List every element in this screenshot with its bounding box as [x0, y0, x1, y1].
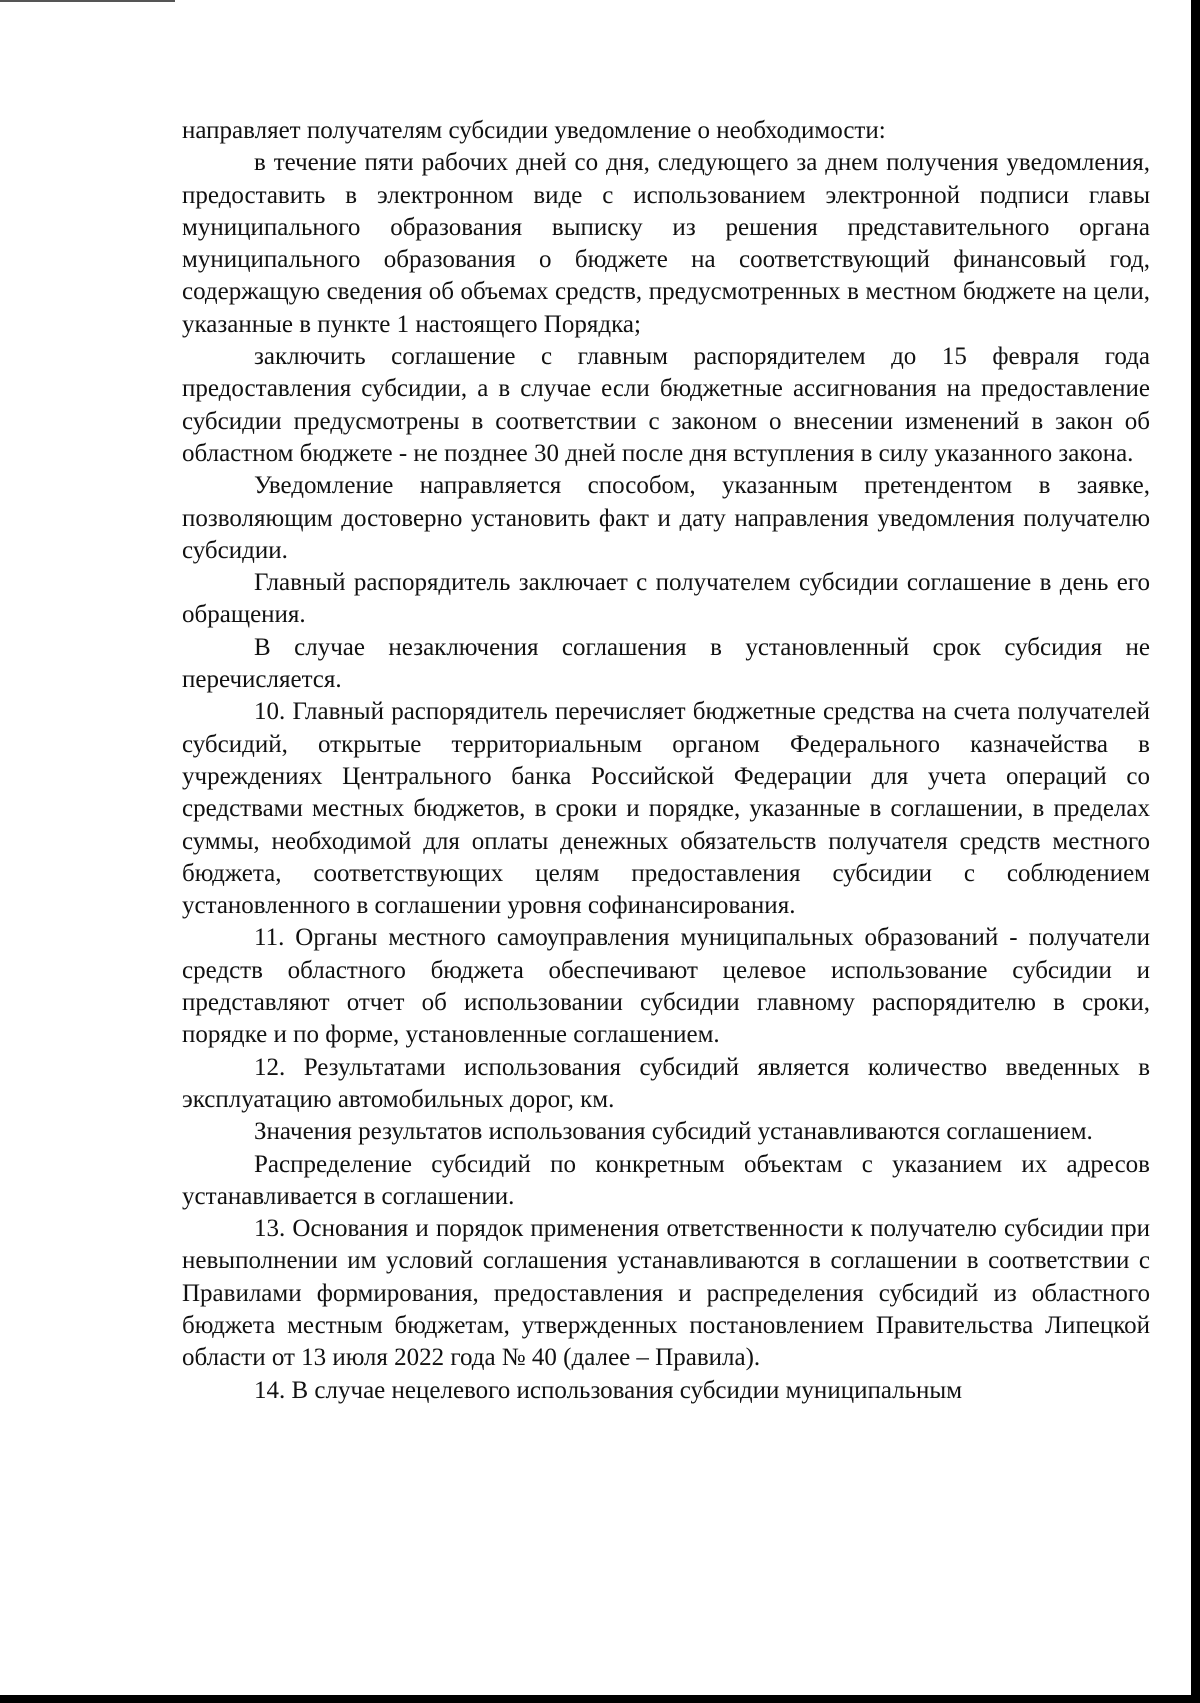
paragraph-item-14: 14. В случае нецелевого использования субсидии муниципальным [254, 1376, 963, 1404]
paragraph-item-10: 10. Главный распорядитель перечисляет бюджетные средства на счета получателей субсидий, открытые территориальным органом Федерального казначейства в учреждениях Центрального банка Российской Федерации для учета операций со средствами местных бюджетов, в сроки и порядке, указанные в соглашении, в пределах суммы, необходимой для оплаты денежных обязательств получателя средств местного бюджета, соответствующих целям предоставления субсидии с соблюдением установленного в соглашении уровня софинансирования. [182, 698, 1150, 920]
paragraph-notice-method: Уведомление направляется способом, указанным претендентом в заявке, позволяющим достоверно установить факт и дату направления уведомления получателю субсидии. [182, 472, 1150, 564]
paragraph-conclude-agreement: заключить соглашение с главным распорядителем до 15 февраля года предоставления субсидии, а в случае если бюджетные ассигнования на предоставление субсидии предусмотрены в соответствии с законом о внесении изменений в закон об областном бюджете - не позднее 30 дней после дня вступления в силу указанного закона. [182, 343, 1150, 467]
paragraph-item-13: 13. Основания и порядок применения ответственности к получателю субсидии при невыполнении им условий соглашения устанавливаются в соглашении в соответствии с Правилами формирования, предоставления и распределения субсидий из областного бюджета местным бюджетам, утвержденных постановлением Правительства Липецкой области от 13 июля 2022 года № 40 (далее – Правила). [182, 1215, 1150, 1372]
paragraph-item-12: 12. Результатами использования субсидий является количество введенных в эксплуатацию автомобильных дорог, км. [182, 1053, 1150, 1113]
scan-border-mark [0, 0, 175, 2]
scan-border-bottom [0, 1695, 1200, 1703]
paragraph-distribution: Распределение субсидий по конкретным объектам с указанием их адресов устанавливается в соглашении. [182, 1150, 1150, 1210]
document-body [182, 115, 1150, 1407]
paragraph-no-agreement: В случае незаключения соглашения в установленный срок субсидия не перечисляется. [182, 633, 1150, 694]
paragraph-notice-intro: направляет получателям субсидии уведомление о необходимости: [182, 117, 886, 144]
paragraph-agreement-day: Главный распорядитель заключает с получателем субсидии соглашение в день его обращения. [182, 569, 1150, 629]
scan-border-right [1191, 0, 1200, 1703]
paragraph-submit-extract: в течение пяти рабочих дней со дня, следующего за днем получения уведомления, предоставить в электронном виде с использованием электронной подписи главы муниципального образования выписку из решения представительного органа муниципального образования о бюджете на соответствующий финансовый год, содержащую сведения об объемах средств, предусмотренных в местном бюджете на цели, указанные в пункте 1 настоящего Порядка; [182, 149, 1150, 338]
paragraph-item-11: 11. Органы местного самоуправления муниципальных образований - получатели средств областного бюджета обеспечивают целевое использование субсидии и представляют отчет об использовании субсидии главному распорядителю в сроки, порядке и по форме, установленные соглашением. [182, 924, 1150, 1049]
paragraph-result-values: Значения результатов использования субсидий устанавливаются соглашением. [254, 1118, 1093, 1146]
